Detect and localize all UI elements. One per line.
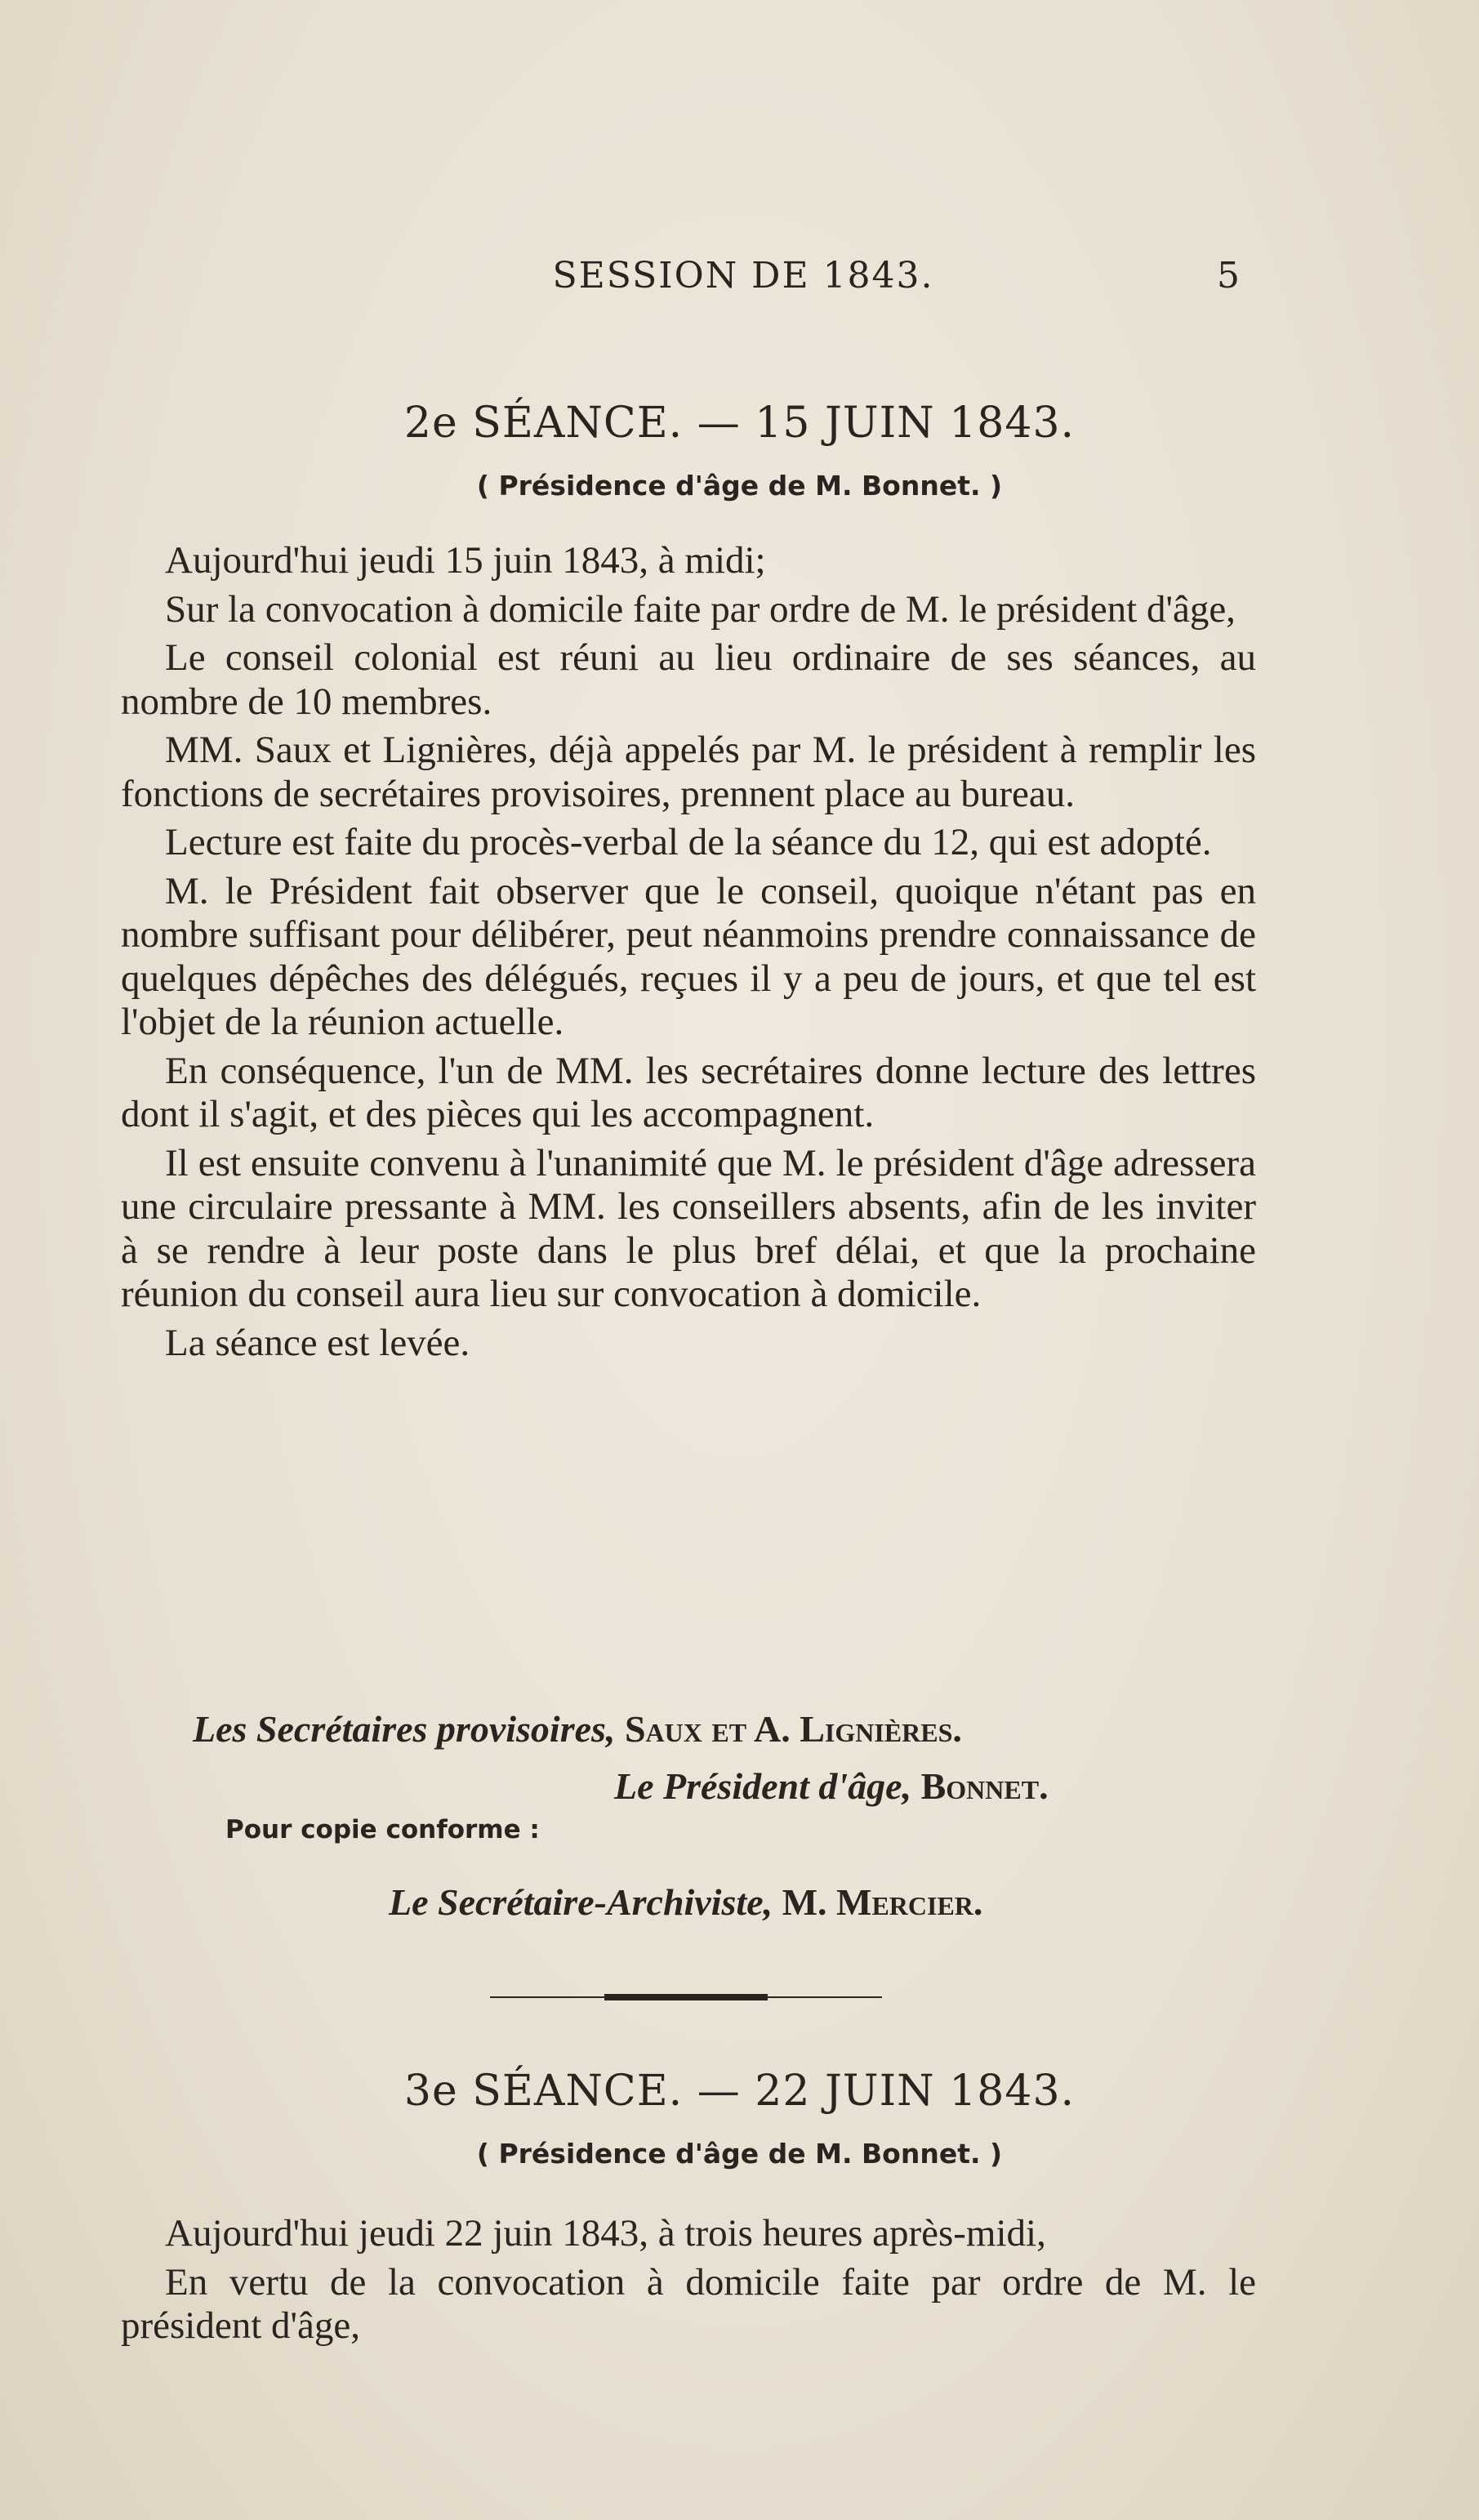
paragraph: M. le Président fait observer que le conseil, quoique n'étant pas en nombre suffisant pour délibérer, peut néanmoins prendre connaissance de quelques dépêches des délégués, reçues il y a peu de jours, et que tel est l'objet de la réunion actuelle.: [121, 869, 1256, 1043]
running-head: [0, 255, 1479, 304]
seance-3-body: [121, 2212, 1256, 2353]
paragraph: La séance est levée.: [165, 1321, 470, 1364]
signature-label: Le Président d'âge,: [614, 1765, 912, 1807]
seance-3-subheading: ( Présidence d'âge de M. Bonnet. ): [476, 2138, 1003, 2170]
paragraph: Lecture est faite du procès-verbal de la séance du 12, qui est adopté.: [165, 821, 1212, 863]
signature-president: [614, 1764, 1049, 1808]
seance-2-heading: 2e SÉANCE. — 15 JUIN 1843.: [403, 399, 1076, 448]
paragraph: Aujourd'hui jeudi 15 juin 1843, à midi;: [165, 539, 766, 582]
paragraph: Sur la convocation à domicile faite par ordre de M. le président d'âge,: [165, 587, 1236, 631]
running-head-title: SESSION DE 1843.: [552, 255, 934, 297]
signature-label: Le Secrétaire-Archiviste,: [389, 1881, 773, 1923]
seance-3-heading: 3e SÉANCE. — 22 JUIN 1843.: [403, 2067, 1076, 2116]
signature-name: Bonnet.: [920, 1765, 1049, 1807]
signature-names: Saux et A. Lignières.: [624, 1708, 962, 1750]
paragraph: Il est ensuite convenu à l'unanimité que M. le président d'âge adressera une circulaire pressante à MM. les conseillers absents, afin de les inviter à se rendre à leur poste dans le plus bref délai, et que la prochaine réunion du conseil aura lieu sur convocation à domicile.: [121, 1141, 1256, 1315]
signature-label: Les Secrétaires provisoires,: [193, 1708, 616, 1750]
section-divider: [490, 1991, 882, 2003]
paragraph: En conséquence, l'un de MM. les secrétaires donne lecture des lettres dont il s'agit, et des pièces qui les accompagnent.: [121, 1049, 1256, 1135]
page-number: 5: [1217, 255, 1240, 297]
signature-archiviste: [389, 1880, 982, 1924]
paragraph: MM. Saux et Lignières, déjà appelés par M. le président à remplir les fonctions de secrétaires provisoires, prennent place au bureau.: [121, 729, 1256, 815]
paragraph: Aujourd'hui jeudi 22 juin 1843, à trois heures après-midi,: [165, 2212, 1046, 2255]
signature-secretaires: [193, 1707, 962, 1751]
signature-name: M. Mercier.: [782, 1881, 983, 1923]
seance-2-body: [121, 539, 1256, 1370]
paragraph: Le conseil colonial est réuni au lieu ordinaire de ses séances, au nombre de 10 membres.: [121, 636, 1256, 723]
pour-copie-conforme: Pour copie conforme :: [225, 1815, 540, 1844]
seance-2-subheading: ( Présidence d'âge de M. Bonnet. ): [476, 470, 1003, 502]
paragraph: En vertu de la convocation à domicile faite par ordre de M. le président d'âge,: [121, 2260, 1256, 2347]
